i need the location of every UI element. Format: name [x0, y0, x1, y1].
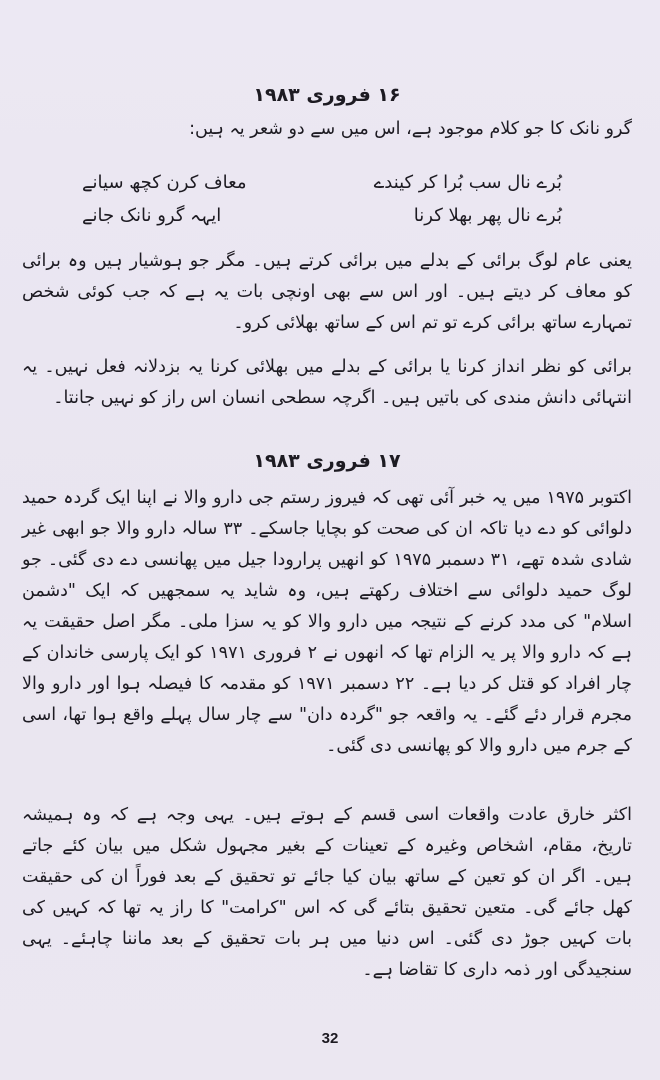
page-number: 32 [321, 1030, 339, 1047]
verse-2-left: ایہہ گرو نانک جانے [82, 205, 222, 226]
paragraph-4: اکثر خارق عادت واقعات اسی قسم کے ہوتے ہیں۔ یہی وجہ ہے کہ وہ ہمیشہ تاریخ، مقام، اشخاص وغیرہ کے تعینات کے بغیر مجہول شکل میں بیان کئے جاتے ہیں۔ اگر ان کو تعین کے ساتھ بیان کیا جائے تو تحقیق کے بعد فوراً ان کی حقیقت کھل جائے گی۔ متعین تحقیق بتائے گی کہ اس "کرامت" کا راز یہ تھا کہ کہیں کی بات کہیں جوڑ دی گئی۔ اس دنیا میں ہر بات تحقیق کے بعد ماننا چاہئے۔ یہی سنجیدگی اور ذمہ داری کا تقاضا ہے۔ [22, 805, 632, 980]
date-heading-2: ۱۷ فروری ۱۹۸۳ [253, 450, 401, 472]
paragraph-1: یعنی عام لوگ برائی کے بدلے میں برائی کرتے ہیں۔ مگر جو ہوشیار ہیں وہ برائی کو معاف کر دیتے ہیں۔ اور اس سے بھی اونچی بات یہ ہے کہ جب کوئی شخص تمہارے ساتھ برائی کرے تو تم اس کے ساتھ بھلائی کرو۔ [22, 251, 632, 333]
verse-2-right: بُرے نال پھر بھلا کرنا [413, 205, 562, 226]
paragraph-3: اکتوبر ۱۹۷۵ میں یہ خبر آئی تھی کہ فیروز رستم جی دارو والا نے اپنا ایک گردہ حمید دلوائی کو دے دیا تاکہ ان کی صحت کو بچایا جاسکے۔ ۳۳ سالہ دارو والا جو ابھی غیر شادی شدہ تھے، ۳۱ دسمبر ۱۹۷۵ کو انھیں پرارودا جیل میں پھانسی دے دی گئی۔ جو لوگ حمید دلوائی سے اختلاف رکھتے ہیں، وہ شاید یہ سمجھیں کہ ایک "دشمن اسلام" کی مدد کرنے کے نتیجہ میں دارو والا کو یہ سزا ملی۔ مگر اصل حقیقت یہ ہے کہ دارو والا پر یہ الزام تھا کہ انھوں نے ۲ فروری ۱۹۷۱ کو ایک پارسی خاندان کے چار افراد کو قتل کر دیا ہے۔ ۲۲ دسمبر ۱۹۷۱ کو مقدمہ کا فیصلہ ہوا اور دارو والا مجرم قرار دئے گئے۔ یہ واقعہ جو "گردہ دان" سے چار سال پہلے واقع ہوا تھا، اسی کے جرم میں دارو والا کو پھانسی دی گئی۔ [22, 488, 633, 756]
verse-1-left: معاف کرن کچھ سیانے [82, 172, 247, 193]
paragraph-2: برائی کو نظر انداز کرنا یا برائی کے بدلے میں بھلائی کرنا یہ بزدلانہ فعل نہیں۔ یہ انتہائی دانش مندی کی باتیں ہیں۔ اگرچہ سطحی انسان اس راز کو نہیں جانتا۔ [22, 357, 632, 408]
date-heading-1: ۱۶ فروری ۱۹۸۳ [253, 84, 401, 106]
intro-paragraph: گرو نانک کا جو کلام موجود ہے، اس میں سے دو شعر یہ ہیں: [189, 119, 632, 139]
verse-1-right: بُرے نال سب بُرا کر کیندے [373, 172, 562, 193]
